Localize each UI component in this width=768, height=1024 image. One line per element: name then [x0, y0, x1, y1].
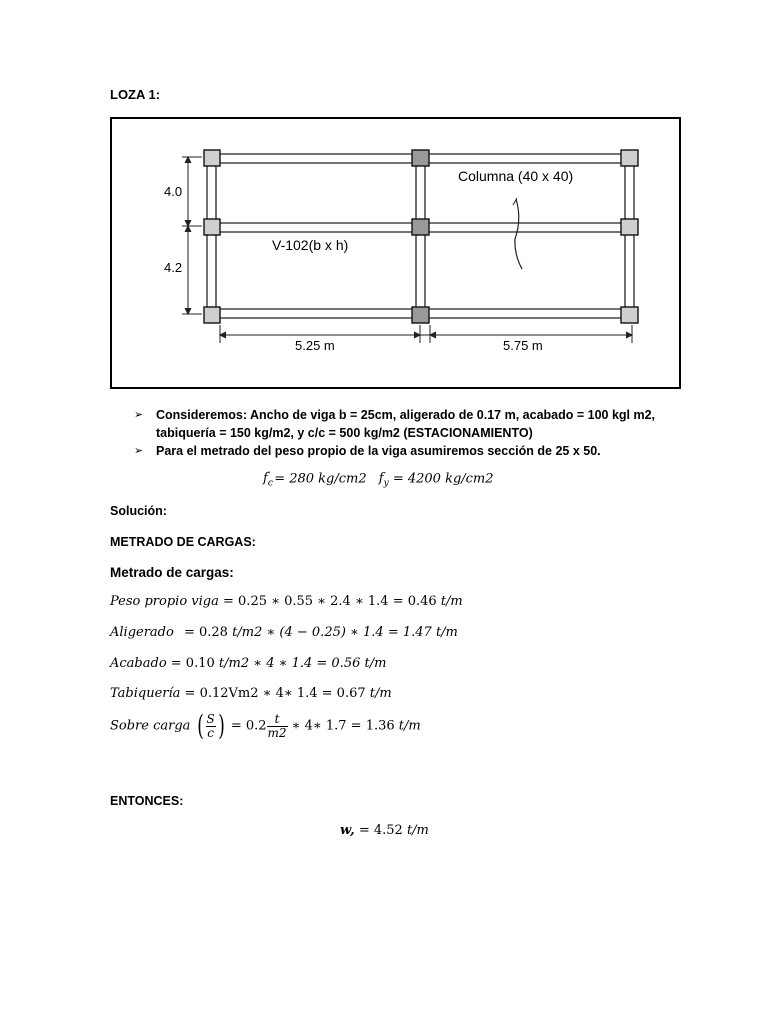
span-label-left: 5.25 m — [295, 338, 335, 353]
result-line — [340, 823, 429, 838]
beam-label: V-102(b x h) — [272, 237, 349, 253]
bullet-arrow-icon: ➢ — [134, 409, 144, 421]
bullet-arrow-icon: ➢ — [134, 445, 144, 457]
dim-label-top: 4.0 — [164, 184, 183, 199]
structural-plan-drawing — [112, 119, 679, 387]
frac-t-m2: $\frac{t}{m2}$ — [267, 711, 287, 740]
result-symbol: w, — [340, 823, 355, 838]
eq-coef: = 0.2 — [230, 718, 267, 734]
eq-unit: t/m — [369, 686, 392, 701]
eq-label: Tabiquería — [110, 686, 181, 701]
eq-tail: ∗ 4∗ 1.7 = 1.36 — [291, 718, 395, 734]
frac-s-c: $\frac{S}{c}$ — [206, 711, 215, 740]
result-unit: t/m — [406, 823, 429, 838]
eq-tabiqueria — [110, 686, 392, 701]
eq-mid: t/m2 ∗ 4 ∗ 1.4 = 0.56 — [218, 656, 361, 671]
solution-label: Solución: — [110, 504, 167, 518]
eq-label: Peso propio viga — [110, 594, 219, 609]
fy-value: 4200 kg/cm2 — [407, 471, 494, 487]
bullet-consideremos-cont: tabiquería = 150 kg/m2, y c/c = 500 kg/m2 (ESTACIONAMIENTO) — [156, 426, 533, 440]
subsection-title: Metrado de cargas: — [110, 565, 234, 580]
result-value: = 4.52 — [358, 823, 403, 838]
eq-mid: t/m2 ∗ (4 − 0.25) ∗ 1.4 = 1.47 — [232, 625, 432, 640]
fy-symbol: $f_y$ — [378, 471, 389, 489]
entonces-label: ENTONCES: — [110, 794, 184, 808]
eq-unit: t/m — [398, 718, 421, 734]
materials-line: $f_c' = 280$ kg/cm2 $f_y = 4200$ kg/cm2 — [263, 470, 494, 489]
eq-unit: t/m — [435, 625, 458, 640]
section-title: METRADO DE CARGAS: — [110, 535, 256, 549]
eq-expr: = 0.10 — [170, 656, 215, 671]
dim-label-bottom: 4.2 — [164, 260, 183, 275]
eq-unit: t/m — [440, 594, 463, 609]
eq-expr: = 0.25 ∗ 0.55 ∗ 2.4 ∗ 1.4 = 0.46 — [223, 594, 437, 609]
bullet-peso-propio: Para el metrado del peso propio de la viga asumiremos sección de 25 x 50. — [156, 444, 601, 458]
eq-label: Sobre carga — [110, 718, 191, 734]
eq-label: Acabado — [110, 656, 167, 671]
eq-expr: = 0.12Vm2 ∗ 4∗ 1.4 = 0.67 — [184, 686, 366, 701]
column-label: Columna (40 x 40) — [458, 168, 574, 184]
eq-acabado — [110, 656, 386, 671]
fc-value: 280 kg/cm2 — [289, 471, 367, 487]
span-label-right: 5.75 m — [503, 338, 543, 353]
eq-aligerado — [110, 625, 458, 640]
structural-plan-figure — [110, 117, 681, 389]
eq-peso-propio — [110, 594, 463, 609]
fc-symbol: $f_c'$ — [263, 470, 273, 489]
bullet-consideremos: Consideremos: Ancho de viga b = 25cm, aligerado de 0.17 m, acabado = 100 kgl m2, — [156, 408, 656, 422]
eq-expr: = 0.28 — [183, 625, 228, 640]
eq-label: Aligerado — [110, 625, 174, 640]
eq-unit: t/m — [364, 656, 387, 671]
eq-sobrecarga: Sobre carga ( $\frac{S}{c}$ ) = 0.2 $\frac{t}{m2}$ ∗ 4∗ 1.7 = 1.36 t/m — [110, 709, 421, 742]
heading: LOZA 1: — [110, 87, 161, 102]
